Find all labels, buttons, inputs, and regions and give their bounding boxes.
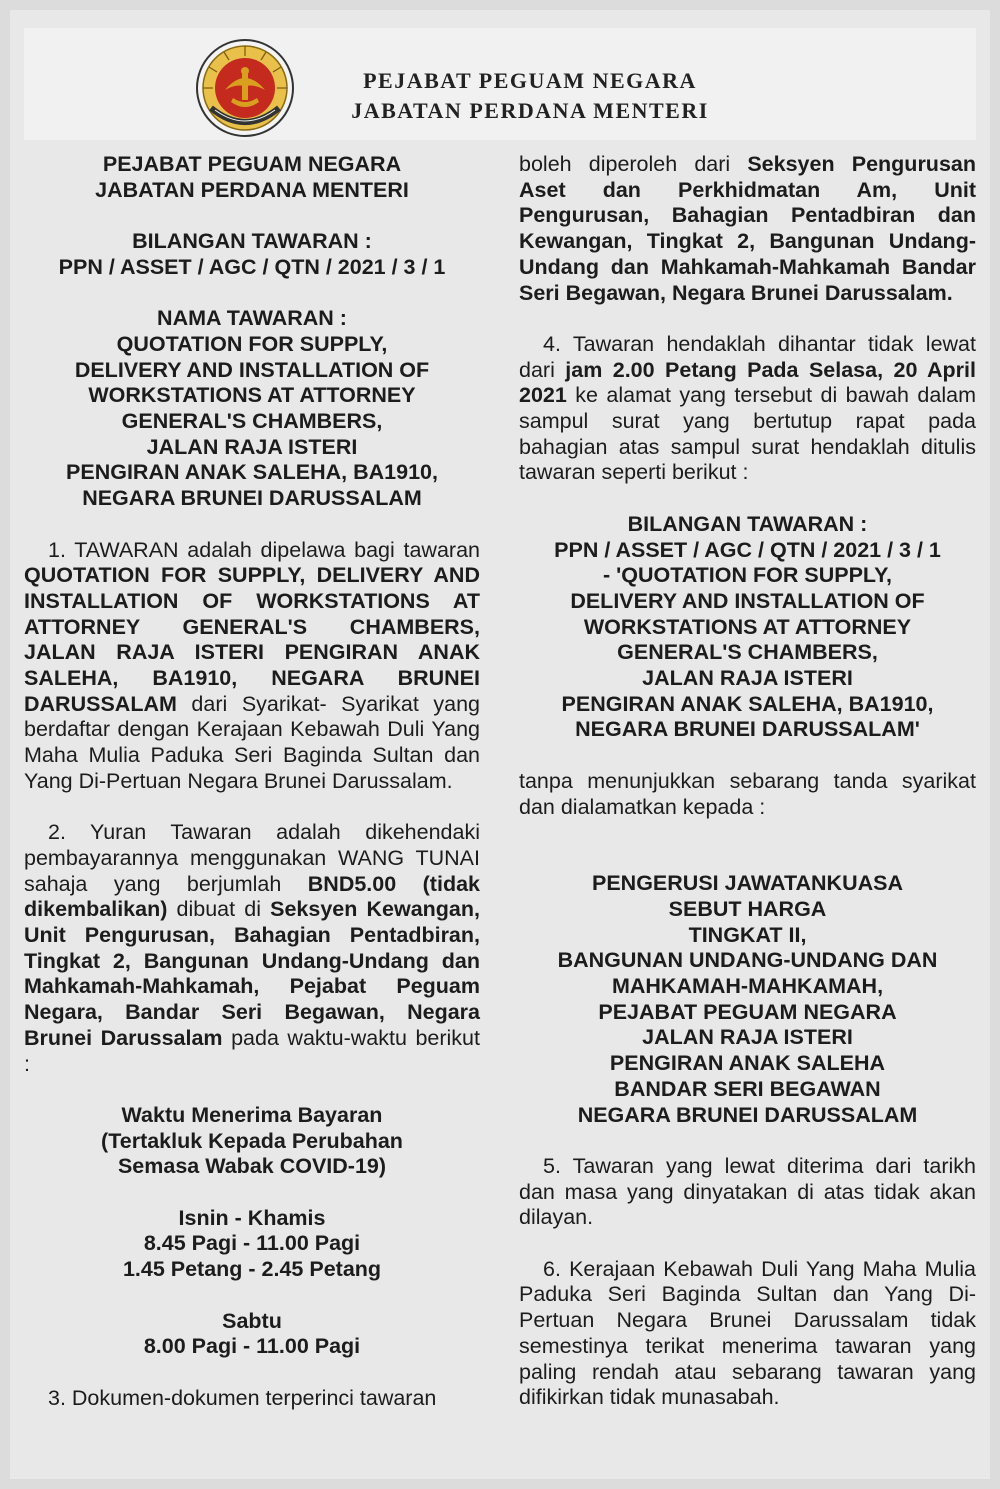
bil-line: DELIVERY AND INSTALLATION OF bbox=[570, 588, 925, 613]
government-crest-icon bbox=[195, 38, 295, 138]
addr-line: NEGARA BRUNEI DARUSSALAM bbox=[577, 1102, 918, 1127]
org-line-1: PEJABAT PEGUAM NEGARA bbox=[102, 152, 402, 176]
bil-line: WORKSTATIONS AT ATTORNEY bbox=[583, 614, 912, 639]
waktu-line: (Tertakluk Kepada Perubahan bbox=[101, 1128, 403, 1153]
p4-text-c: ke alamat yang tersebut di bawah dalam sampul surat yang bertutup rapat pada bahagian atas sampul surat hendaklah ditulis tawaran seperti berikut : bbox=[519, 383, 976, 485]
p4-text-a: 4. Tawaran hendaklah dihantar tidak lewat dari bbox=[519, 331, 976, 382]
p1-text-c: dari Syarikat- Syarikat yang berdaftar dengan Kerajaan Kebawah Duli Yang Maha Mulia Paduka Seri Baginda Sultan dan Yang Di-Pertuan Negara Brunei Darussalam. bbox=[24, 691, 480, 793]
p4-text-b: jam 2.00 Petang Pada Selasa, 20 April 2021 bbox=[519, 357, 976, 408]
paragraph-5: 5. Tawaran yang lewat diterima dari tarikh dan masa yang dinyatakan di atas tidak akan dilayan. bbox=[519, 1153, 976, 1230]
tanpa-paragraph: tanpa menunjukkan sebarang tanda syarikat dan dialamatkan kepada : bbox=[519, 768, 976, 819]
nama-line: DELIVERY AND INSTALLATION OF bbox=[74, 357, 430, 382]
p2-text-d: Seksyen Kewangan, Unit Pengurusan, Bahagian Pentadbiran, Tingkat 2, Bangunan Undang-Undang dan Mahkamah-Mahkamah, Pejabat Peguam Negara, Bandar Seri Begawan, Negara Brunei Darussalam bbox=[24, 897, 480, 1050]
nama-label: NAMA TAWARAN : bbox=[157, 306, 347, 331]
bil-line: BILANGAN TAWARAN : bbox=[627, 511, 868, 536]
header-titles bbox=[330, 66, 730, 126]
bil-line: GENERAL'S CHAMBERS, bbox=[617, 640, 878, 665]
nama-line: WORKSTATIONS AT ATTORNEY bbox=[88, 383, 416, 408]
p3-text-c: Seksyen Pengurusan Aset dan Perkhidmatan Am, Unit Pengurusan, Bahagian Pentadbiran dan Kewangan, Tingkat 2, Bangunan Undang-Undang dan Mahkamah-Mahkamah Bandar Seri Begawan, Negara Brunei Darussalam. bbox=[519, 152, 976, 305]
left-column bbox=[24, 152, 480, 1411]
bil-line: JALAN RAJA ISTERI bbox=[642, 666, 853, 691]
paragraph-1 bbox=[24, 538, 480, 795]
bil-line: PPN / ASSET / AGC / QTN / 2021 / 3 / 1 bbox=[554, 537, 941, 562]
sabtu-time-1: 8.00 Pagi - 11.00 Pagi bbox=[143, 1334, 361, 1359]
waktu-line: Semasa Wabak COVID-19) bbox=[117, 1154, 387, 1179]
nama-line: JALAN RAJA ISTERI bbox=[146, 434, 358, 459]
p2-text-e: pada waktu-waktu berikut : bbox=[24, 1025, 480, 1076]
paragraph-2 bbox=[24, 820, 480, 1077]
paragraph-6: 6. Kerajaan Kebawah Duli Yang Maha Mulia Paduka Seri Baginda Sultan dan Yang Di-Pertuan Negara Brunei Darussalam tidak semestinya terikat menerima tawaran yang paling rendah atau sebarang tawaran yang difikirkan tidak munasabah. bbox=[519, 1256, 976, 1410]
bilangan-label: BILANGAN TAWARAN : bbox=[132, 229, 372, 254]
p2-text-a: 2. Yuran Tawaran adalah dikehendaki pembayarannya menggunakan WANG TUNAI sahaja yang berjumlah bbox=[24, 820, 480, 896]
header-line-1: PEJABAT PEGUAM NEGARA bbox=[363, 68, 697, 93]
paragraph-3-cont bbox=[519, 152, 976, 306]
addr-line: PENGERUSI JAWATANKUASA bbox=[592, 871, 903, 896]
bilangan-value: PPN / ASSET / AGC / QTN / 2021 / 3 / 1 bbox=[58, 254, 446, 279]
addr-line: TINGKAT II, bbox=[688, 922, 807, 947]
addr-line: MAHKAMAH-MAHKAMAH, bbox=[611, 974, 884, 999]
isnin-heading: Isnin - Khamis bbox=[178, 1205, 326, 1230]
nama-line: GENERAL'S CHAMBERS, bbox=[121, 409, 383, 433]
p1-text-b: QUOTATION FOR SUPPLY, DELIVERY AND INSTALLATION OF WORKSTATIONS AT ATTORNEY GENERAL'S CHAMBERS, JALAN RAJA ISTERI PENGIRAN ANAK SALEHA, BA1910, NEGARA BRUNEI DARUSSALAM bbox=[24, 563, 480, 716]
bil-line: PENGIRAN ANAK SALEHA, BA1910, bbox=[561, 691, 934, 716]
addr-line: PENGIRAN ANAK SALEHA bbox=[609, 1051, 886, 1076]
addr-line: PEJABAT PEGUAM NEGARA bbox=[598, 999, 897, 1024]
bil-line: NEGARA BRUNEI DARUSSALAM' bbox=[575, 717, 920, 742]
paragraph-4 bbox=[519, 332, 976, 486]
nama-line: NEGARA BRUNEI DARUSSALAM bbox=[82, 486, 422, 511]
addr-line: BANGUNAN UNDANG-UNDANG DAN bbox=[557, 948, 938, 973]
addr-line: BANDAR SERI BEGAWAN bbox=[614, 1076, 881, 1101]
p2-text-c: dibuat di bbox=[167, 897, 271, 922]
addr-line: JALAN RAJA ISTERI bbox=[642, 1025, 853, 1050]
nama-line: PENGIRAN ANAK SALEHA, BA1910, bbox=[66, 460, 438, 485]
addr-line: SEBUT HARGA bbox=[668, 896, 827, 921]
p2-text-b: BND5.00 (tidak dikembalikan) bbox=[24, 871, 480, 922]
paragraph-3-start: 3. Dokumen-dokumen terperinci tawaran bbox=[48, 1385, 437, 1410]
isnin-time-1: 8.45 Pagi - 11.00 Pagi bbox=[143, 1231, 361, 1256]
waktu-line: Waktu Menerima Bayaran bbox=[121, 1102, 383, 1127]
nama-line: QUOTATION FOR SUPPLY, bbox=[116, 331, 388, 356]
bil-line: - 'QUOTATION FOR SUPPLY, bbox=[602, 563, 892, 588]
isnin-time-2: 1.45 Petang - 2.45 Petang bbox=[122, 1257, 382, 1282]
p3-text-b: boleh diperoleh dari bbox=[519, 152, 748, 176]
right-column bbox=[519, 152, 976, 1411]
org-line-2: JABATAN PERDANA MENTERI bbox=[95, 177, 409, 202]
p1-text-a: 1. TAWARAN adalah dipelawa bagi tawaran bbox=[48, 537, 480, 562]
sabtu-heading: Sabtu bbox=[222, 1308, 282, 1333]
header-line-2: JABATAN PERDANA MENTERI bbox=[351, 98, 709, 123]
